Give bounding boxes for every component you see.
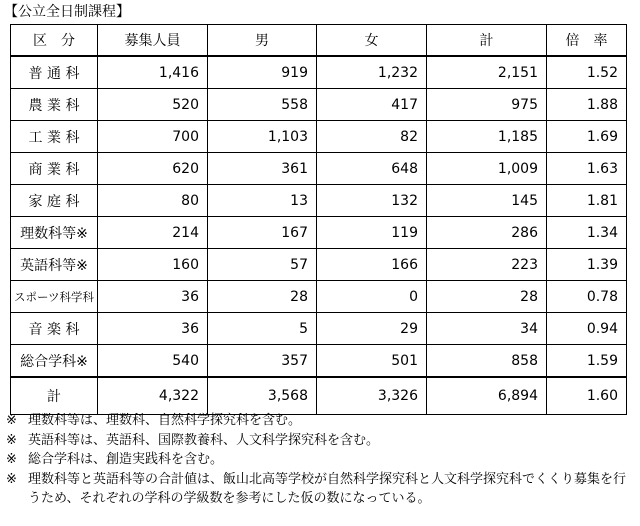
cell-total: 145 [427, 185, 547, 217]
cell-capacity: 36 [98, 281, 208, 313]
footnote-mark: ※ [6, 471, 17, 487]
cell-female: 648 [317, 153, 427, 185]
footnote [6, 470, 636, 509]
footnote [6, 450, 636, 470]
cell-male: 1,103 [208, 121, 317, 153]
cell-ratio: 1.63 [547, 153, 627, 185]
cell-capacity: 520 [98, 89, 208, 121]
table-row [11, 313, 627, 345]
footnote-text: 英語科等は、英語科、国際教養科、人文科学探究科を含む。 [28, 432, 380, 448]
cell-capacity: 700 [98, 121, 208, 153]
cell-female: 417 [317, 89, 427, 121]
footnote-mark: ※ [6, 432, 17, 448]
cell-total: 858 [427, 345, 547, 378]
cell-female: 0 [317, 281, 427, 313]
header-category: 区 分 [11, 25, 98, 57]
cell-capacity: 160 [98, 249, 208, 281]
cell-male: 357 [208, 345, 317, 378]
cell-total: 1,185 [427, 121, 547, 153]
footnote-mark: ※ [6, 452, 17, 467]
header-ratio: 倍 率 [547, 25, 627, 57]
cell-ratio: 1.34 [547, 217, 627, 249]
cell-male: 57 [208, 249, 317, 281]
cell-category: 商 業 科 [11, 153, 98, 185]
cell-male: 558 [208, 89, 317, 121]
footnote [6, 411, 636, 431]
footnote-text: 総合学科は、創造実践科を含む。 [28, 452, 224, 467]
cell-female: 119 [317, 217, 427, 249]
table-row [11, 56, 627, 89]
cell-male: 13 [208, 185, 317, 217]
cell-ratio: 1.39 [547, 249, 627, 281]
cell-category: 工 業 科 [11, 121, 98, 153]
cell-male: 3,568 [208, 377, 317, 415]
cell-capacity: 4,322 [98, 377, 208, 415]
cell-category: 総合学科※ [11, 345, 98, 378]
cell-category: 理数科等※ [11, 217, 98, 249]
header-total: 計 [427, 25, 547, 57]
cell-ratio: 1.69 [547, 121, 627, 153]
cell-ratio: 1.59 [547, 345, 627, 378]
cell-male: 167 [208, 217, 317, 249]
cell-total: 1,009 [427, 153, 547, 185]
cell-male: 28 [208, 281, 317, 313]
cell-female: 3,326 [317, 377, 427, 415]
cell-category: 計 [11, 377, 98, 415]
cell-ratio: 1.88 [547, 89, 627, 121]
table-row [11, 345, 627, 378]
cell-male: 919 [208, 56, 317, 89]
table-row [11, 153, 627, 185]
cell-capacity: 540 [98, 345, 208, 378]
cell-category: 英語科等※ [11, 249, 98, 281]
cell-ratio: 0.78 [547, 281, 627, 313]
footnote-text: 理数科等と英語科等の合計値は、飯山北高等学校が自然科学探究科と人文科学探究科でくくり募集を行うため、それぞれの学科の学級数を参考にした仮の数になっている。 [28, 471, 627, 506]
header-row [11, 25, 627, 57]
table-row [11, 249, 627, 281]
table-row [11, 185, 627, 217]
cell-total: 2,151 [427, 56, 547, 89]
footnotes [6, 411, 636, 509]
cell-female: 501 [317, 345, 427, 378]
cell-ratio: 0.94 [547, 313, 627, 345]
cell-category: 音 楽 科 [11, 313, 98, 345]
footnote-text: 理数科等は、理数科、自然科学探究科を含む。 [28, 413, 302, 428]
cell-male: 361 [208, 153, 317, 185]
header-capacity: 募集人員 [98, 25, 208, 57]
cell-total: 34 [427, 313, 547, 345]
cell-female: 1,232 [317, 56, 427, 89]
cell-ratio: 1.81 [547, 185, 627, 217]
header-male: 男 [208, 25, 317, 57]
footnote [6, 431, 636, 451]
footnote-mark: ※ [6, 413, 17, 428]
cell-category: スポーツ科学科 [11, 281, 98, 313]
cell-capacity: 1,416 [98, 56, 208, 89]
total-row [11, 377, 627, 415]
table-row [11, 121, 627, 153]
table-row [11, 89, 627, 121]
header-female: 女 [317, 25, 427, 57]
cell-female: 166 [317, 249, 427, 281]
cell-female: 82 [317, 121, 427, 153]
table-row [11, 281, 627, 313]
applicant-table [10, 24, 627, 415]
cell-ratio: 1.60 [547, 377, 627, 415]
cell-total: 286 [427, 217, 547, 249]
cell-capacity: 214 [98, 217, 208, 249]
cell-female: 29 [317, 313, 427, 345]
cell-male: 5 [208, 313, 317, 345]
cell-total: 28 [427, 281, 547, 313]
cell-total: 6,894 [427, 377, 547, 415]
cell-capacity: 620 [98, 153, 208, 185]
cell-female: 132 [317, 185, 427, 217]
cell-total: 975 [427, 89, 547, 121]
cell-ratio: 1.52 [547, 56, 627, 89]
cell-capacity: 80 [98, 185, 208, 217]
table-caption: 【公立全日制課程】 [4, 4, 130, 20]
cell-total: 223 [427, 249, 547, 281]
cell-category: 普 通 科 [11, 56, 98, 89]
cell-category: 農 業 科 [11, 89, 98, 121]
cell-category: 家 庭 科 [11, 185, 98, 217]
table-row [11, 217, 627, 249]
cell-capacity: 36 [98, 313, 208, 345]
